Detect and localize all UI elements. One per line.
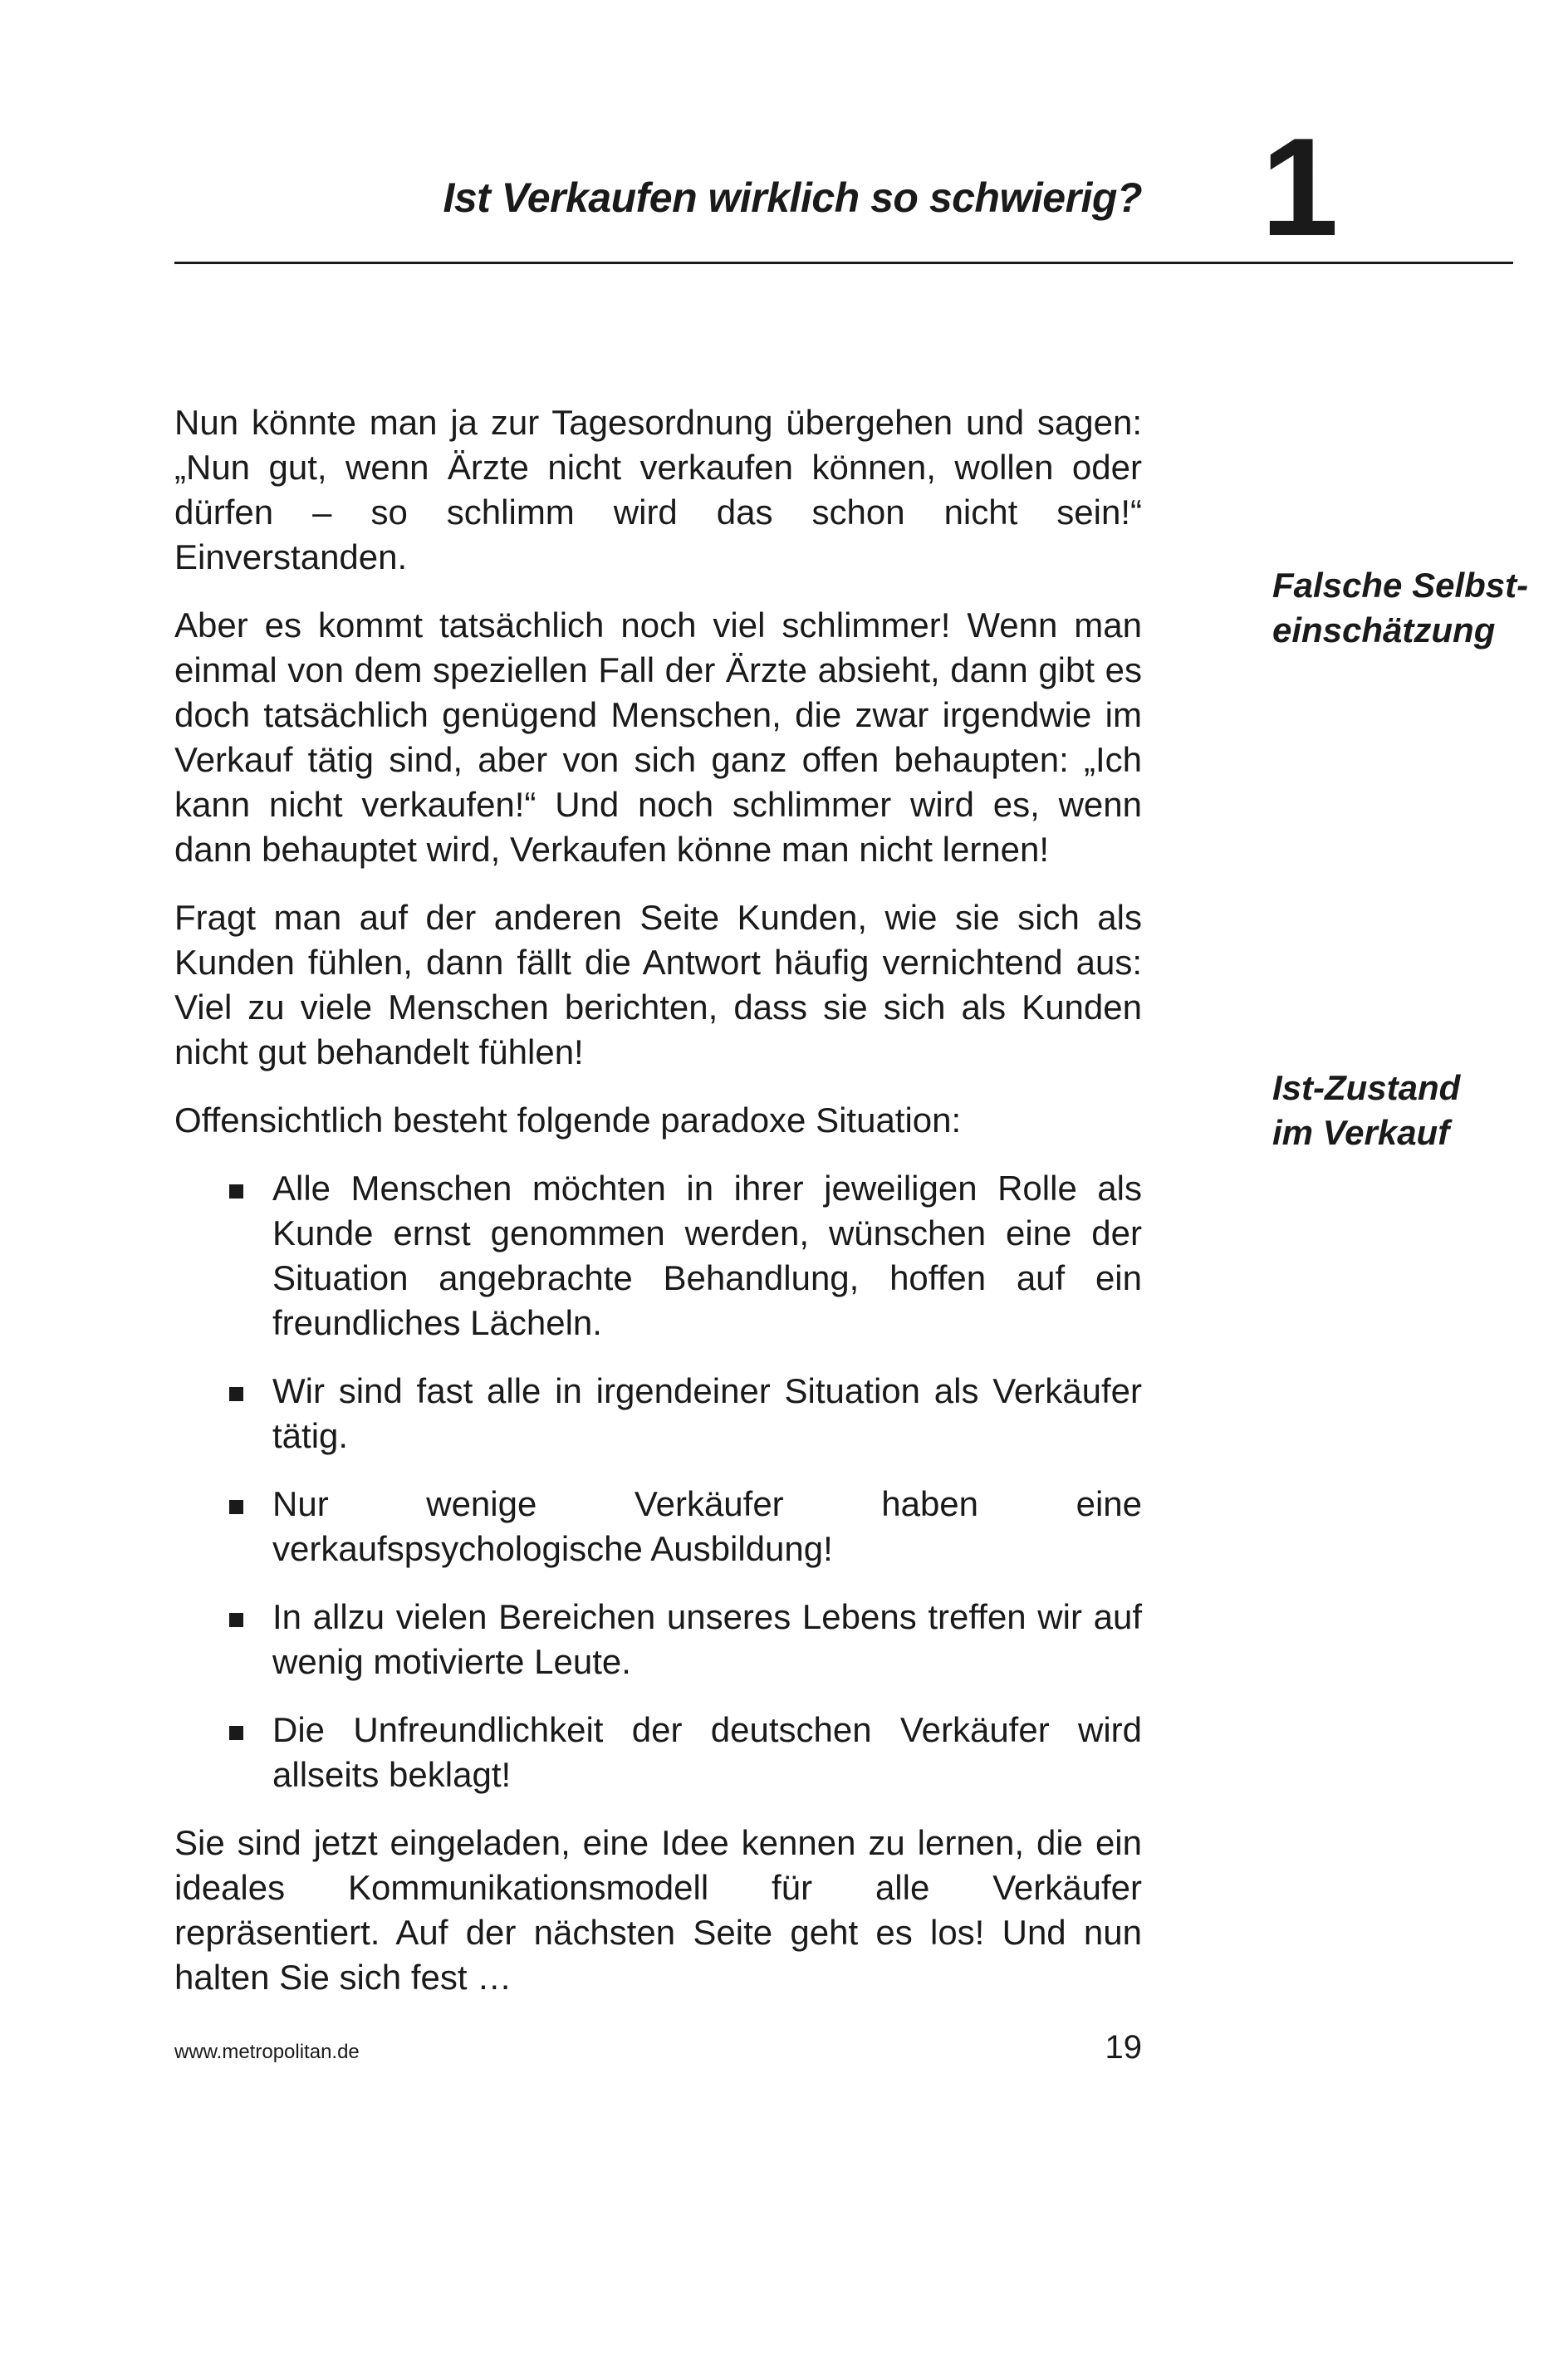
margin-note-line: Ist-Zustand xyxy=(1272,1068,1461,1107)
paragraph: Nun könnte man ja zur Tagesordnung übergehen und sagen: „Nun gut, wenn Ärzte nicht verkaufen können, wollen oder dürfen – so schlimm wird das schon nicht sein!“ Einverstanden. xyxy=(174,403,1142,576)
square-bullet-icon xyxy=(229,1184,243,1199)
list-item xyxy=(174,1595,1142,1684)
paragraph: Fragt man auf der anderen Seite Kunden, wie sie sich als Kunden fühlen, dann fällt die Antwort häufig vernichtend aus: Viel zu viele Menschen berichten, dass sie sich als Kunden nicht gut behandelt fühlen! xyxy=(174,898,1142,1071)
square-bullet-icon xyxy=(229,1613,243,1627)
margin-note-falsche-selbsteinschaetzung xyxy=(1272,563,1546,653)
running-title: Ist Verkaufen wirklich so schwierig? xyxy=(443,174,1142,221)
list-item xyxy=(174,1482,1142,1571)
margin-note-line: Falsche Selbst- xyxy=(1272,566,1529,605)
closing-paragraph: Sie sind jetzt eingeladen, eine Idee kennen zu lernen, die ein ideales Kommunikationsmodell für alle Verkäufer repräsentiert. Auf der nächsten Seite geht es los! Und nun halten Sie sich fest … xyxy=(174,1823,1142,1997)
square-bullet-icon xyxy=(229,1726,243,1740)
header-rule xyxy=(174,262,1513,264)
margin-note-ist-zustand xyxy=(1272,1066,1546,1155)
margin-note-line: im Verkauf xyxy=(1272,1113,1450,1152)
paragraph-list-intro: Offensichtlich besteht folgende paradoxe Situation: xyxy=(174,1101,962,1140)
list-item-text: In allzu vielen Bereichen unseres Lebens treffen wir auf wenig motivierte Leute. xyxy=(272,1597,1142,1681)
margin-note-line: einschätzung xyxy=(1272,610,1496,650)
footer-url: www.metropolitan.de xyxy=(174,2041,360,2063)
paragraph: Aber es kommt tatsächlich noch viel schlimmer! Wenn man einmal von dem speziellen Fall der Ärzte absieht, dann gibt es doch tatsächlich genügend Menschen, die zwar irgendwie im Verkauf tätig sind, aber von sich ganz offen behaupten: „Ich kann nicht verkaufen!“ Und noch schlimmer wird es, wenn dann behauptet wird, Verkaufen könne man nicht lernen! xyxy=(174,605,1142,869)
list-item-text: Die Unfreundlichkeit der deutschen Verkäufer wird allseits beklagt! xyxy=(272,1710,1142,1794)
list-item xyxy=(174,1166,1142,1346)
list-item-text: Alle Menschen möchten in ihrer jeweiligen Rolle als Kunde ernst genommen werden, wünschen eine der Situation angebrachte Behandlung, hoffen auf ein freundliches Lächeln. xyxy=(272,1169,1142,1342)
chapter-number: 1 xyxy=(1261,109,1339,265)
list-item xyxy=(174,1708,1142,1797)
list-item xyxy=(174,1369,1142,1458)
list-item-text: Wir sind fast alle in irgendeiner Situation als Verkäufer tätig. xyxy=(272,1371,1142,1455)
square-bullet-icon xyxy=(229,1387,243,1401)
list-item-text: Nur wenige Verkäufer haben eine verkaufspsychologische Ausbildung! xyxy=(272,1484,1142,1568)
main-text-column xyxy=(174,400,1142,2023)
bullet-list xyxy=(174,1166,1142,1797)
page-number: 19 xyxy=(1105,2029,1142,2066)
square-bullet-icon xyxy=(229,1500,243,1514)
